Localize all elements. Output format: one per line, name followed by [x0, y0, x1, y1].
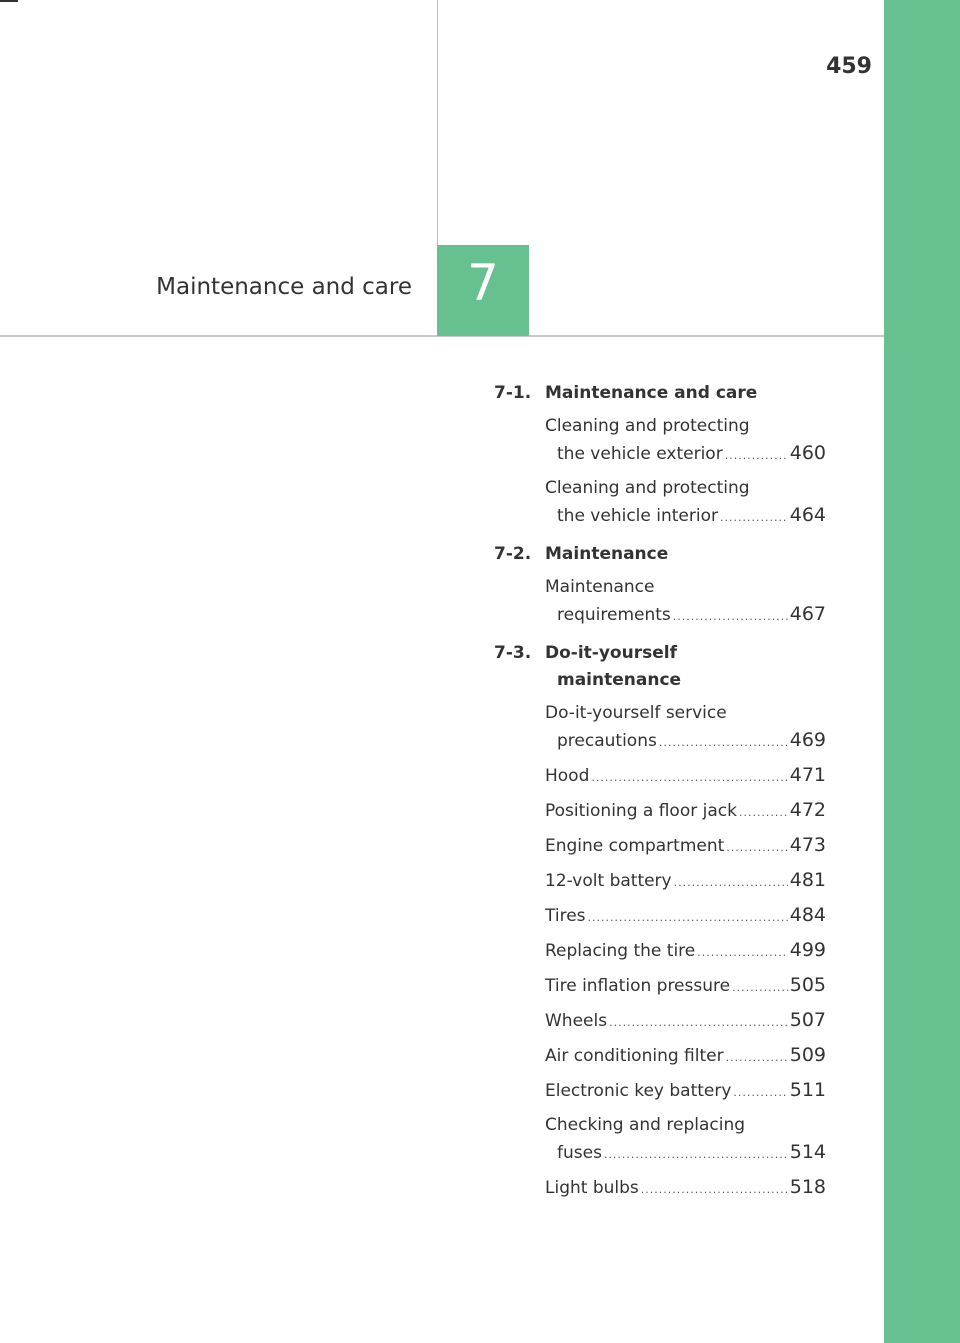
entry-page: 481: [789, 869, 826, 891]
entry-label: 12-volt battery: [545, 871, 672, 891]
entry-label: Tire inflation pressure: [545, 976, 731, 996]
dot-leader: [720, 504, 788, 531]
entry-page: 471: [789, 764, 826, 786]
section-title: Maintenance: [545, 544, 669, 564]
toc-entry[interactable]: [545, 972, 826, 1001]
toc-entry[interactable]: [545, 832, 826, 861]
entry-page: 467: [789, 603, 826, 625]
toc-entry[interactable]: [545, 937, 826, 966]
toc-entry[interactable]: [545, 797, 826, 826]
entry-page: 514: [789, 1141, 826, 1163]
entry-page: 464: [789, 504, 826, 526]
entry-label: Electronic key battery: [545, 1081, 732, 1101]
entry-page: 507: [789, 1009, 826, 1031]
toc-entry[interactable]: [545, 867, 826, 896]
crop-mark-left: [0, 0, 18, 2]
entry-page: 499: [789, 939, 826, 961]
entry-label-cont: the vehicle interior: [557, 506, 718, 526]
dot-leader: [674, 869, 788, 896]
entry-label: Light bulbs: [545, 1178, 639, 1198]
chapter-title: Maintenance and care: [156, 274, 412, 300]
section-title-line1: Do-it-yourself: [545, 643, 677, 663]
entry-label: Replacing the tire: [545, 941, 696, 961]
entry-page: 484: [789, 904, 826, 926]
entry-page: 469: [789, 729, 826, 751]
toc-entry[interactable]: [545, 1112, 826, 1168]
entry-page: 511: [789, 1079, 826, 1101]
toc-section-7-3[interactable]: [494, 640, 826, 694]
toc-entry[interactable]: [545, 1077, 826, 1106]
entry-page: 518: [789, 1176, 826, 1198]
dot-leader: [591, 764, 787, 791]
section-number: 7-1.: [494, 383, 532, 403]
toc-entry[interactable]: [545, 1042, 826, 1071]
toc-entry[interactable]: [545, 762, 826, 791]
section-number: 7-2.: [494, 544, 532, 564]
toc-section-7-1[interactable]: [494, 380, 826, 407]
toc-entry[interactable]: [545, 1174, 826, 1203]
entry-label: Wheels: [545, 1011, 608, 1031]
dot-leader: [609, 1009, 788, 1036]
entry-label: Hood: [545, 766, 590, 786]
dot-leader: [726, 834, 787, 861]
table-of-contents: [494, 380, 826, 1209]
entry-label: Cleaning and protecting: [545, 478, 750, 498]
dot-leader: [641, 1176, 788, 1203]
chapter-number: 7: [467, 254, 499, 312]
toc-section-7-2[interactable]: [494, 541, 826, 568]
entry-label: Maintenance: [545, 577, 655, 597]
entry-label: Cleaning and protecting: [545, 416, 750, 436]
entry-page: 472: [789, 799, 826, 821]
section-title-line2: maintenance: [557, 670, 682, 690]
dot-leader: [697, 939, 787, 966]
toc-entry[interactable]: [545, 700, 826, 756]
entry-label-cont: the vehicle exterior: [557, 444, 723, 464]
dot-leader: [604, 1141, 788, 1168]
toc-entry[interactable]: [545, 475, 826, 531]
entry-label: Tires: [545, 906, 586, 926]
entry-page: 460: [789, 442, 826, 464]
page-number: 459: [826, 54, 872, 79]
toc-entry[interactable]: [545, 574, 826, 630]
toc-entry[interactable]: [545, 413, 826, 469]
section-title: [545, 640, 826, 694]
entry-label-cont: fuses: [557, 1143, 602, 1163]
dot-leader: [725, 442, 788, 469]
entry-label: Engine compartment: [545, 836, 725, 856]
entry-label-cont: precautions: [557, 731, 657, 751]
chapter-side-tab: [884, 0, 960, 1343]
dot-leader: [673, 603, 788, 630]
entry-label: Checking and replacing: [545, 1115, 746, 1135]
entry-label: Air conditioning filter: [545, 1046, 724, 1066]
entry-label: Positioning a floor jack: [545, 801, 737, 821]
dot-leader: [739, 799, 788, 826]
dot-leader: [726, 1044, 788, 1071]
entry-label: Do-it-yourself service: [545, 703, 727, 723]
dot-leader: [659, 729, 788, 756]
entry-page: 509: [789, 1044, 826, 1066]
entry-page: 473: [789, 834, 826, 856]
dot-leader: [733, 1079, 787, 1106]
toc-entry[interactable]: [545, 902, 826, 931]
toc-entry[interactable]: [545, 1007, 826, 1036]
dot-leader: [588, 904, 788, 931]
entry-label-cont: requirements: [557, 605, 671, 625]
section-title: Maintenance and care: [545, 383, 758, 403]
section-number: 7-3.: [494, 643, 532, 663]
entry-page: 505: [789, 974, 826, 996]
dot-leader: [732, 974, 788, 1001]
